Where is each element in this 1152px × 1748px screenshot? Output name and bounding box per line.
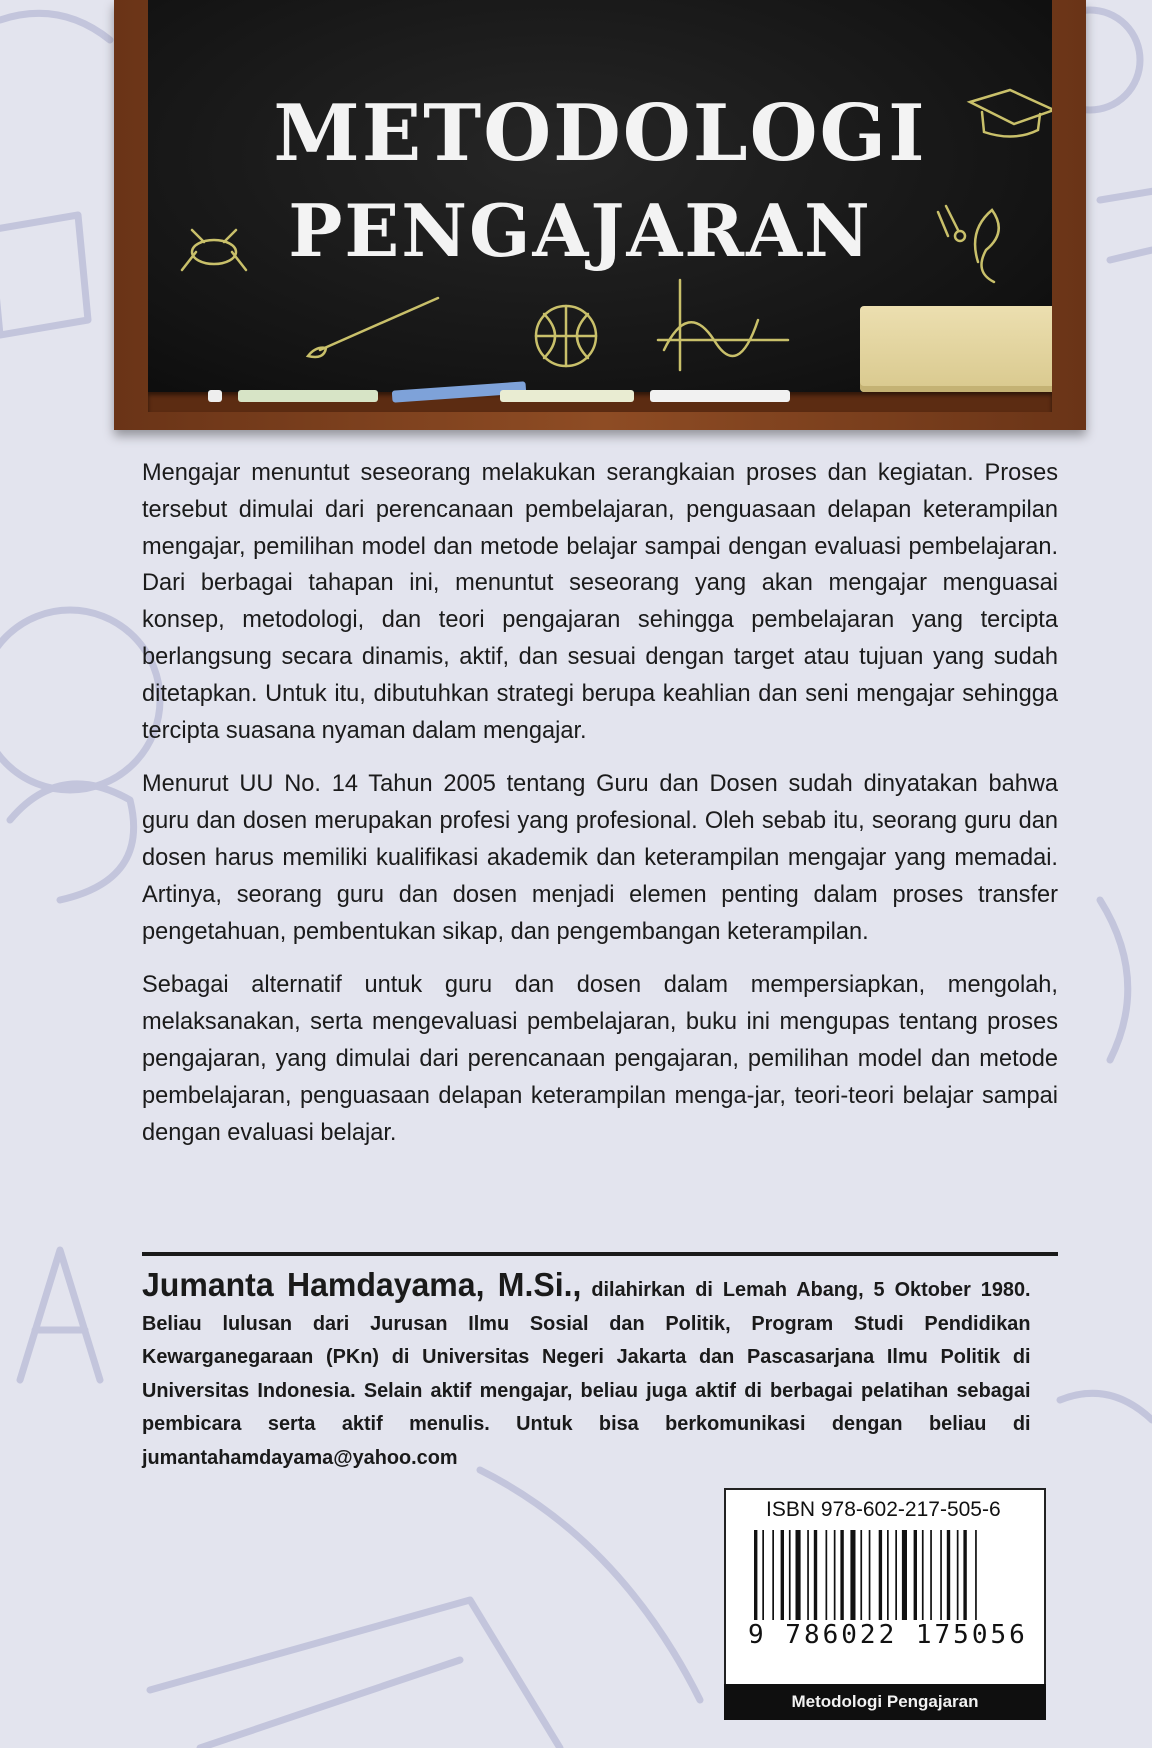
basketball-icon — [536, 306, 596, 366]
barcode-digits: 9 786022 175056 — [748, 1620, 1038, 1650]
graph-icon — [658, 280, 788, 370]
description-paragraph: Menurut UU No. 14 Tahun 2005 tentang Guru dan Dosen sudah dinyatakan bahwa guru dan dosen merupakan profesi yang profesional. Oleh sebab itu, seorang guru dan dosen harus memiliki kualifikasi akademik dan keterampilan mengajar yang memadai. Artinya, seorang guru dan dosen menjadi elemen penting dalam proses transfer pengetahuan, pembentukan sikap, dan pengembangan keterampilan. — [142, 771, 1058, 945]
doodle-top-left-icon — [0, 13, 110, 40]
chalkboard-eraser — [860, 306, 1052, 392]
doodle-small-arc-icon — [1060, 1393, 1152, 1420]
doodle-square-icon — [0, 215, 88, 335]
chalk-piece — [208, 390, 222, 402]
doodle-right-curve-icon — [1100, 900, 1128, 1060]
doodle-circle-icon — [0, 610, 160, 790]
chalk-piece — [500, 390, 634, 402]
book-title-label: Metodologi Pengajaran — [724, 1684, 1046, 1720]
author-bio — [142, 1268, 1031, 1474]
chalk-piece — [650, 390, 790, 402]
chalk-piece — [238, 390, 378, 402]
chalk-ledge — [148, 392, 1052, 412]
paintbrush-icon — [308, 298, 438, 357]
doodle-curve-icon — [10, 784, 134, 900]
chalkboard — [148, 0, 1052, 392]
author-bio-text: dilahirkan di Lemah Abang, 5 Oktober 1980. Beliau lulusan dari Jurusan Ilmu Sosial dan Politik, Program Studi Pendidikan Kewarganegaraan (PKn) di Universitas Negeri Jakarta dan Pascasarjana Ilmu Politik di Universitas Indonesia. Selain aktif mengajar, beliau juga aktif di berbagai pelatihan sebagai pembicara serta aktif menulis. Untuk bisa berkomunikasi dengan beliau di jumantahamdayama@yahoo.com — [142, 1278, 1031, 1469]
chalkboard-frame — [114, 0, 1086, 430]
book-title-line1: METODOLOGI — [273, 88, 927, 179]
book-description — [142, 455, 1058, 1168]
doodle-frame-inner-icon — [200, 1660, 460, 1748]
author-name: Jumanta Hamdayama, M.Si., — [142, 1266, 582, 1303]
isbn-barcode-box — [724, 1488, 1046, 1686]
doodle-frame-icon — [150, 1600, 560, 1748]
section-divider — [142, 1252, 1058, 1256]
doodle-lines-icon — [1100, 190, 1152, 260]
doodle-letter-a-icon — [20, 1250, 100, 1380]
book-title-line2: PENGAJARAN — [288, 188, 872, 273]
isbn-number: ISBN 978-602-217-505-6 — [766, 1498, 1001, 1521]
description-paragraph: Sebagai alternatif untuk guru dan dosen dalam mempersiapkan, mengolah, melaksanakan, serta mengevaluasi pembelajaran, buku ini mengupas tentang proses pengajaran, yang dimulai dari perencanaan pengajaran, pemilihan model dan metode pembelajaran, penguasaan delapan keterampilan menga-jar, teori-teori belajar sampai dengan evaluasi belajar. — [142, 972, 1058, 1146]
description-paragraph: Mengajar menuntut seseorang melakukan serangkaian proses dan kegiatan. Proses tersebut dimulai dari perencanaan pembelajaran, penguasaan delapan keterampilan mengajar, pemilihan model dan metode belajar sampai dengan evaluasi pembelajaran. Dari berbagai tahapan ini, menuntut seseorang yang akan mengajar menguasai konsep, metodologi, dan teori pengajaran sehingga pembelajaran yang tercipta berlangsung secara dinamis, aktif, dan sesuai dengan target atau tujuan yang sudah ditetapkan. Untuk itu, dibutuhkan strategi berupa keahlian dan seni mengajar sehingga tercipta suasana nyaman dalam mengajar. — [142, 460, 1058, 744]
